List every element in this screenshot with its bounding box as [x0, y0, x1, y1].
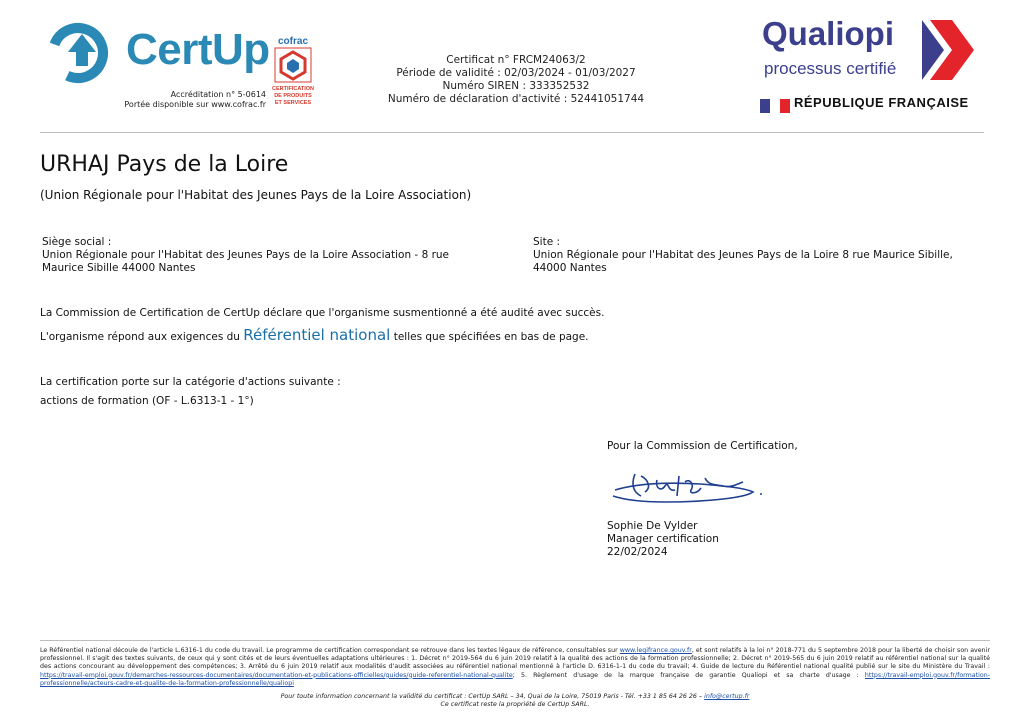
cofrac-logo	[272, 34, 314, 110]
accreditation-info	[100, 90, 266, 110]
validity-period: Période de validité : 02/03/2024 - 01/03/2027	[396, 67, 636, 79]
marianne-flag-icon	[760, 97, 790, 115]
for-commission: Pour la Commission de Certification,	[607, 440, 798, 452]
svg-text:CERTIFICATION: CERTIFICATION	[272, 86, 314, 92]
siege-social-block	[42, 236, 482, 275]
handwritten-signature	[605, 462, 765, 510]
siege-address-line2: Maurice Sibille 44000 Nantes	[42, 262, 196, 274]
signer-block	[607, 520, 719, 559]
legal-text-2: , et sont relatifs à la loi n° 2018-771 du 5 septembre 2018 pour la liberté de choisir son avenir professionnel. Il s'agit des textes suivants, de ceux qui y sont cités et de leurs éventuelles adaptations ultérieures : 1. Décret n° 2019-564 du 6 juin 2019 relatif à la qualité des actions de la formation professionnelle; 2. Décret n° 2019-565 du 6 juin 2019 relatif au référentiel national sur la qualité des actions concourant au développement des compétences; 3. Arrêté du 6 juin 2019 relatif aux modalités d'audit associées au référentiel national mentionné à l'article D. 6316-1-1 du code du travail; 4. Guide de lecture du Référentiel national qualité publié sur le site du Ministère du Travail :	[40, 647, 990, 671]
site-address-line1: Union Régionale pour l'Habitat des Jeunes Pays de la Loire 8 rue Maurice Sibille,	[533, 249, 953, 261]
signature-date: 22/02/2024	[607, 546, 668, 558]
footer-legal-text	[40, 647, 990, 688]
siege-label: Siège social :	[42, 236, 112, 248]
signer-role: Manager certification	[607, 533, 719, 545]
qualiopi-chevron-icon	[922, 20, 982, 80]
requirements-prefix: L'organisme répond aux exigences du	[40, 331, 244, 343]
svg-text:ET SERVICES: ET SERVICES	[274, 100, 312, 106]
footer-info	[40, 693, 990, 709]
svg-text:DE PRODUITS: DE PRODUITS	[274, 93, 312, 99]
portee-text: Portée disponible sur www.cofrac.fr	[124, 100, 266, 109]
category-intro: La certification porte sur la catégorie d'actions suivante :	[40, 376, 341, 388]
accreditation-number: Accréditation n° 5-0614	[170, 90, 266, 99]
category-value: actions de formation (OF - L.6313-1 - 1°)	[40, 395, 254, 407]
audit-statement: La Commission de Certification de CertUp déclare que l'organisme susmentionné a été audité avec succès.	[40, 307, 605, 319]
declaration-number: Numéro de déclaration d'activité : 52441051744	[387, 93, 645, 105]
property-notice: Ce certificat reste la propriété de CertUp SARL.	[440, 701, 590, 708]
site-block	[533, 236, 973, 275]
footer-divider	[40, 640, 990, 641]
signer-name: Sophie De Vylder	[607, 520, 698, 532]
requirements-statement	[40, 326, 589, 344]
validity-info: Pour toute information concernant la validité du certificat : CertUp SARL – 34, Quai de la Loire, 75019 Paris - Tél. +33 1 85 64 26 26 –	[280, 693, 705, 700]
qualiopi-link[interactable]: https://travail-emploi.gouv.fr/formation-professionnelle/acteurs-cadre-et-qualite-de-la-formation-professionnelle/qualiopi	[40, 671, 990, 687]
siren-number: Numéro SIREN : 333352532	[442, 80, 590, 92]
certificate-details	[364, 54, 668, 106]
organization-full-name: (Union Régionale pour l'Habitat des Jeunes Pays de la Loire Association)	[40, 188, 472, 202]
republique-francaise: RÉPUBLIQUE FRANÇAISE	[794, 95, 969, 110]
header-divider	[40, 132, 984, 133]
site-label: Site :	[533, 236, 561, 248]
siege-address-line1: Union Régionale pour l'Habitat des Jeunes Pays de la Loire Association - 8 rue	[42, 249, 450, 261]
organization-name: URHAJ Pays de la Loire	[40, 152, 289, 177]
guide-referentiel-link[interactable]: https://travail-emploi.gouv.fr/demarches-ressources-documentaires/documentation-et-publications-officielles/guides/guide-referentiel-national-qualite	[40, 671, 513, 679]
qualiopi-wordmark: Qualiopi	[762, 15, 894, 52]
certup-wordmark: CertUp	[126, 25, 270, 74]
site-address-line2: 44000 Nantes	[533, 262, 607, 274]
certificate-number: Certificat n° FRCM24063/2	[446, 54, 586, 66]
svg-text:cofrac: cofrac	[277, 36, 309, 47]
email-link[interactable]: info@certup.fr	[704, 693, 750, 700]
requirements-suffix: telles que spécifiées en bas de page.	[390, 331, 589, 343]
legal-text-3: ; 5. Règlement d'usage de la marque française de garantie Qualiopi et sa charte d'usage :	[512, 671, 865, 679]
legifrance-link[interactable]: www.legifrance.gouv.fr	[619, 647, 692, 654]
legal-text-1: Le Référentiel national découle de l'article L.6316-1 du code du travail. Le programme de certification correspondant se retrouve dans les textes légaux de référence, consultables sur	[40, 647, 620, 654]
referentiel-national: Référentiel national	[243, 326, 391, 344]
processus-certifie: processus certifié	[764, 59, 897, 78]
